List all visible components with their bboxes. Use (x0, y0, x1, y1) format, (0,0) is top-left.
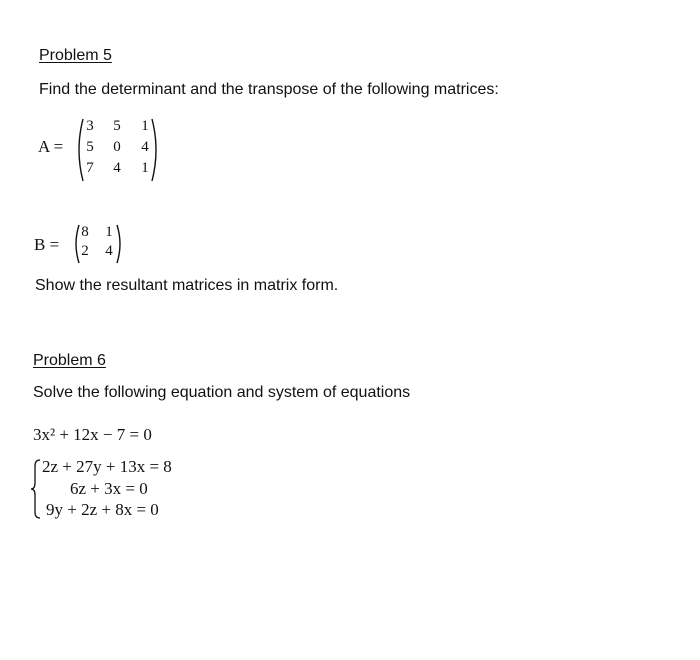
matrix-b-cell: 8 (81, 224, 89, 240)
matrix-b-cell: 4 (105, 243, 113, 259)
matrix-a-cell: 1 (141, 160, 149, 176)
problem-6-instruction: Solve the following equation and system of equations (33, 384, 411, 401)
matrix-a-label: A = (38, 137, 64, 156)
system-equation-1: 2z + 27y + 13x = 8 (42, 457, 172, 476)
matrix-a-cell: 4 (113, 160, 121, 176)
matrix-a-cell: 4 (141, 139, 149, 155)
matrix-a-cell: 7 (86, 160, 94, 176)
problem-5-note: Show the resultant matrices in matrix form. (35, 277, 339, 294)
matrix-b-right-paren (115, 223, 125, 265)
problem-5-instruction: Find the determinant and the transpose of the following matrices: (39, 81, 499, 98)
problem-6-title: Problem 6 (33, 352, 106, 369)
matrix-b-cell: 1 (105, 224, 113, 240)
system-left-brace (30, 458, 42, 520)
matrix-b-cell: 2 (81, 243, 89, 259)
matrix-a-cell: 1 (141, 118, 149, 134)
quadratic-equation: 3x² + 12x − 7 = 0 (33, 425, 152, 444)
matrix-a-cell: 3 (86, 118, 94, 134)
system-equation-2: 6z + 3x = 0 (70, 479, 148, 498)
problem-5-title: Problem 5 (39, 47, 112, 64)
matrix-a-cell: 0 (113, 139, 121, 155)
system-equation-3: 9y + 2z + 8x = 0 (46, 500, 159, 519)
matrix-b-label: B = (34, 235, 60, 254)
matrix-a-cell: 5 (86, 139, 94, 155)
matrix-a-cell: 5 (113, 118, 121, 134)
